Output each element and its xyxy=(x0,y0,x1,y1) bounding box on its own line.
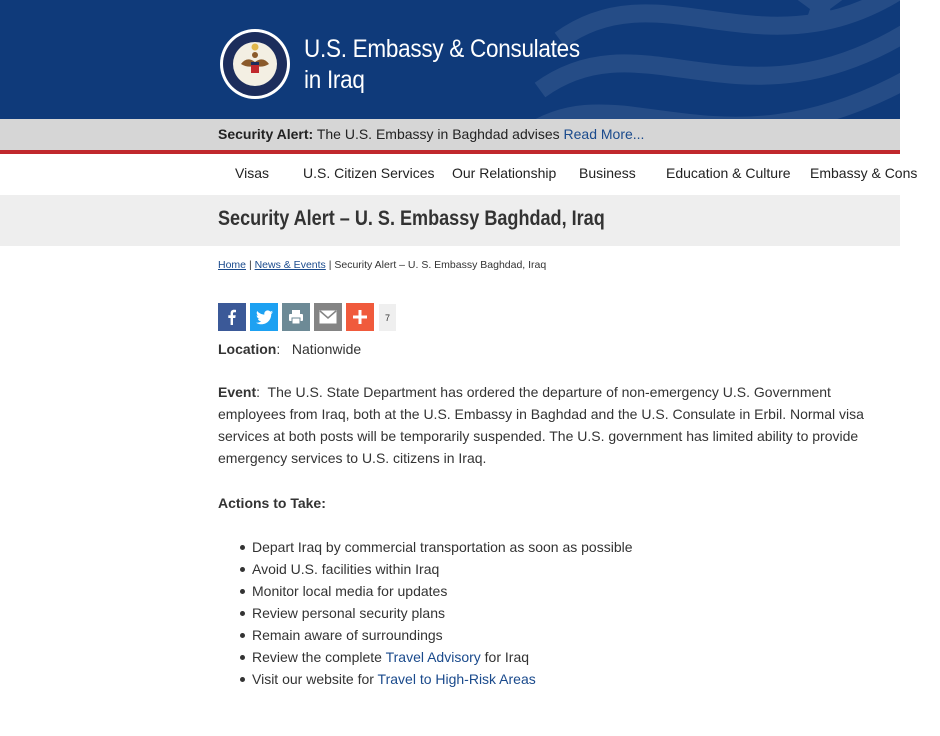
printer-icon xyxy=(288,309,304,325)
site-title-line2: in Iraq xyxy=(304,66,365,94)
travel-advisory-link[interactable]: Travel Advisory xyxy=(385,649,481,665)
list-item: Remain aware of surroundings xyxy=(238,624,633,646)
email-icon xyxy=(319,310,337,324)
actions-heading: Actions to Take: xyxy=(218,495,326,511)
list-item: Monitor local media for updates xyxy=(238,580,633,602)
nav-item-business[interactable]: Business xyxy=(579,165,636,181)
breadcrumb-current: Security Alert – U. S. Embassy Baghdad, Iraq xyxy=(334,259,547,271)
location-line: Location: Nationwide xyxy=(218,341,362,357)
read-more-link[interactable]: Read More... xyxy=(563,126,645,142)
list-item: Depart Iraq by commercial transportation as soon as possible xyxy=(238,536,633,558)
breadcrumb-separator: | xyxy=(328,259,332,271)
breadcrumb-separator: | xyxy=(248,259,252,271)
list-item: Avoid U.S. facilities within Iraq xyxy=(238,558,633,580)
event-label: Event xyxy=(218,384,257,400)
twitter-icon xyxy=(256,310,273,325)
email-share-button[interactable] xyxy=(314,303,342,331)
facebook-icon xyxy=(224,309,240,325)
breadcrumb xyxy=(218,259,546,271)
event-text: The U.S. State Department has ordered the departure of non-emergency U.S. Government employees from Iraq, both at the U.S. Embassy in Baghdad and the U.S. Consulate in Erbil. Normal visa services at both posts will be temporarily suspended. The U.S. government has limited ability to provide emergency services to U.S. citizens in Iraq. xyxy=(218,384,864,466)
website-pre-text: Visit our website for xyxy=(252,671,378,687)
main-nav xyxy=(0,154,918,194)
nav-item-education-culture[interactable]: Education & Culture xyxy=(666,165,791,181)
nav-item-relationship[interactable]: Our Relationship xyxy=(452,165,557,181)
nav-item-embassy-consulates[interactable]: Embassy & Cons xyxy=(810,165,918,181)
advisory-post-text: for Iraq xyxy=(480,649,530,665)
share-count: 7 xyxy=(379,304,396,331)
site-header xyxy=(0,0,900,119)
department-of-state-seal-icon[interactable] xyxy=(219,28,291,100)
more-share-button[interactable] xyxy=(346,303,374,331)
alert-text: The U.S. Embassy in Baghdad advises xyxy=(316,126,560,142)
page-title: Security Alert – U. S. Embassy Baghdad, Iraq xyxy=(218,207,605,230)
breadcrumb-news-events[interactable]: News & Events xyxy=(254,259,326,271)
actions-list xyxy=(238,536,633,690)
nav-item-visas[interactable]: Visas xyxy=(235,165,269,181)
facebook-share-button[interactable] xyxy=(218,303,246,331)
list-item-high-risk xyxy=(238,668,633,690)
nav-item-citizen-services[interactable]: U.S. Citizen Services xyxy=(303,165,435,181)
breadcrumb-home[interactable]: Home xyxy=(218,259,247,271)
list-item: Review personal security plans xyxy=(238,602,633,624)
high-risk-areas-link[interactable]: Travel to High-Risk Areas xyxy=(377,671,536,687)
security-alert-bar xyxy=(0,119,900,150)
site-title-line1: U.S. Embassy & Consulates xyxy=(304,35,580,63)
site-title[interactable] xyxy=(304,34,580,96)
alert-label: Security Alert: xyxy=(218,126,314,142)
plus-icon xyxy=(353,310,367,324)
event-paragraph: Event: The U.S. State Department has ordered the departure of non-emergency U.S. Government employees from Iraq, both at the U.S. Embassy in Baghdad and the U.S. Consulate in Erbil. Normal visa services at both posts will be temporarily suspended. The U.S. government has limited ability to provide emergency services to U.S. citizens in Iraq. xyxy=(218,384,864,466)
location-value: Nationwide xyxy=(291,341,362,357)
twitter-share-button[interactable] xyxy=(250,303,278,331)
page-title-band xyxy=(0,195,900,246)
advisory-pre-text: Review the complete xyxy=(252,649,386,665)
location-label: Location xyxy=(218,341,277,357)
list-item-travel-advisory xyxy=(238,646,633,668)
print-button[interactable] xyxy=(282,303,310,331)
